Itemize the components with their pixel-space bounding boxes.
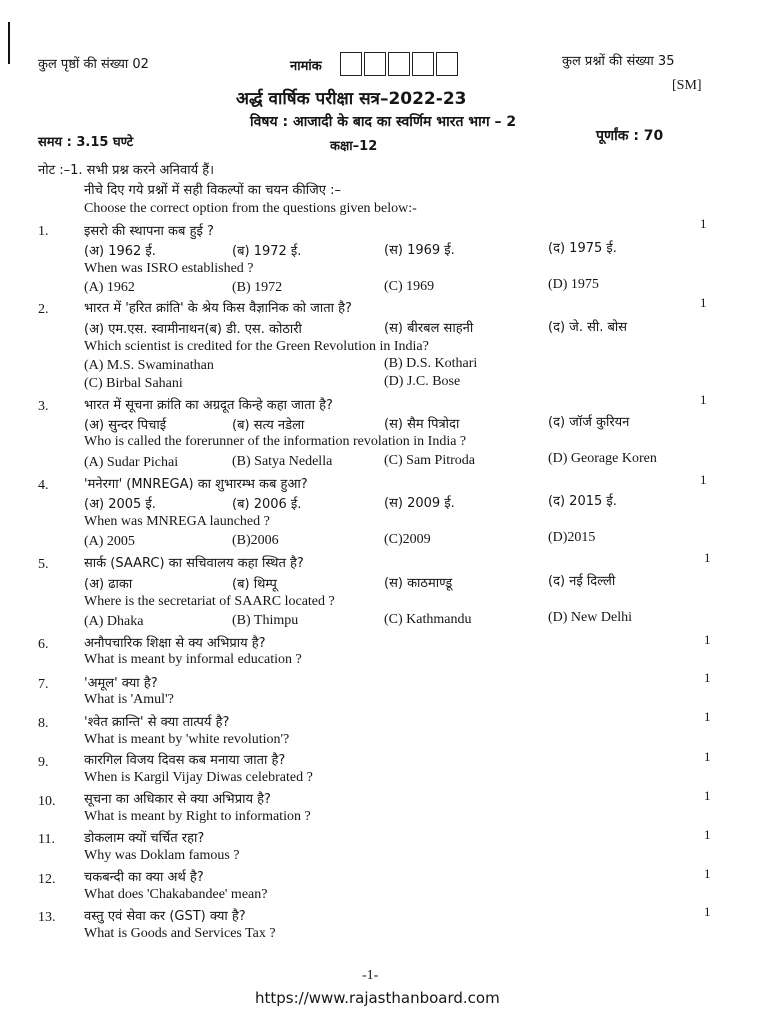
- option-english: (D) J.C. Bose: [384, 374, 461, 389]
- question-hindi: डोकलाम क्यों चर्चित रहा?: [84, 831, 205, 846]
- option-english: (A) 1962: [84, 280, 135, 295]
- roll-box[interactable]: [436, 52, 458, 76]
- question-number: 11.: [38, 832, 55, 847]
- question-english: Who is called the forerunner of the information revolation in India ?: [84, 434, 467, 449]
- question-english: What is meant by informal education ?: [84, 652, 302, 667]
- question-hindi: वस्तु एवं सेवा कर (GST) क्या है?: [84, 909, 246, 924]
- question-marks: 1: [704, 827, 711, 842]
- option-english: (A) M.S. Swaminathan: [84, 358, 214, 373]
- option-hindi: (द) 1975 ई.: [548, 241, 617, 256]
- question-hindi: 'मनेरगा' (MNREGA) का शुभारम्भ कब हुआ?: [84, 477, 308, 492]
- option-english: (B) 1972: [232, 280, 283, 295]
- question-english: What is 'Amul'?: [84, 692, 174, 707]
- option-english: (C) Birbal Sahani: [84, 376, 183, 391]
- question-english: When was MNREGA launched ?: [84, 514, 270, 529]
- question-marks: 1: [704, 788, 711, 803]
- option-english: (A) Sudar Pichai: [84, 455, 179, 470]
- option-english: (D) Georage Koren: [548, 451, 657, 466]
- subject: विषय : आजादी के बाद का स्वर्णिम भारत भाग – 2: [250, 114, 517, 130]
- question-hindi: चकबन्दी का क्या अर्थ है?: [84, 870, 204, 885]
- question-number: 12.: [38, 872, 56, 887]
- option-english: (B) Thimpu: [232, 613, 299, 628]
- roll-box[interactable]: [364, 52, 386, 76]
- question-hindi: भारत में 'हरित क्रांति' के श्रेय किस वैज्ञानिक को जाता है?: [84, 301, 352, 316]
- option-english: (C) Sam Pitroda: [384, 453, 475, 468]
- option-english: (A) 2005: [84, 534, 135, 549]
- question-number: 5.: [38, 557, 49, 572]
- option-hindi: (स) काठमाण्डू: [384, 576, 453, 591]
- question-number: 3.: [38, 399, 49, 414]
- option-hindi: (स) बीरबल साहनी: [384, 321, 474, 336]
- question-marks: 1: [704, 709, 711, 724]
- option-hindi: (द) जे. सी. बोस: [548, 320, 628, 335]
- option-english: (C) Kathmandu: [384, 612, 472, 627]
- option-hindi: (अ) 2005 ई.: [84, 497, 156, 512]
- option-english: (B) Satya Nedella: [232, 454, 333, 469]
- question-english: What is meant by Right to information ?: [84, 809, 311, 824]
- question-hindi: 'श्वेत क्रान्ति' से क्या तात्पर्य है?: [84, 715, 230, 730]
- question-number: 7.: [38, 677, 49, 692]
- option-hindi: (अ) एम.एस. स्वामीनाथन(ब) डी. एस. कोठारी: [84, 322, 302, 337]
- instruction-hindi: नीचे दिए गये प्रश्नों में सही विकल्पों का चयन कीजिए :–: [84, 183, 341, 198]
- question-marks: 1: [704, 550, 711, 565]
- exam-time: समय : 3.15 घण्टे: [38, 135, 134, 150]
- question-english: Which scientist is credited for the Green Revolution in India?: [84, 339, 429, 354]
- source-url[interactable]: https://www.rajasthanboard.com: [255, 989, 500, 1007]
- roll-label: नामांक: [290, 59, 322, 74]
- option-english: (C) 1969: [384, 279, 435, 294]
- exam-title: अर्द्ध वार्षिक परीक्षा सत्र–2022-23: [236, 89, 467, 109]
- question-hindi: 'अमूल' क्या है?: [84, 676, 158, 691]
- question-hindi: अनौपचारिक शिक्षा से क्य अभिप्राय है?: [84, 636, 266, 651]
- question-english: When is Kargil Vijay Diwas celebrated ?: [84, 770, 313, 785]
- option-hindi: (ब) 1972 ई.: [232, 244, 302, 259]
- question-marks: 1: [704, 866, 711, 881]
- question-marks: 1: [704, 904, 711, 919]
- page-number: -1-: [362, 968, 379, 983]
- question-hindi: इसरो की स्थापना कब हुई ?: [84, 224, 214, 239]
- question-number: 4.: [38, 478, 49, 493]
- total-pages: कुल पृष्ठों की संख्या 02: [38, 57, 149, 72]
- question-marks: 1: [704, 749, 711, 764]
- question-marks: 1: [700, 472, 707, 487]
- option-english: (D) New Delhi: [548, 610, 632, 625]
- full-marks: पूर्णांक : 70: [596, 128, 664, 144]
- question-english: Where is the secretariat of SAARC located ?: [84, 594, 335, 609]
- option-hindi: (स) सैम पित्रोदा: [384, 417, 460, 432]
- option-english: (A) Dhaka: [84, 614, 144, 629]
- question-marks: 1: [700, 216, 707, 231]
- option-hindi: (स) 2009 ई.: [384, 496, 455, 511]
- option-hindi: (ब) 2006 ई.: [232, 497, 302, 512]
- question-number: 9.: [38, 755, 49, 770]
- roll-box[interactable]: [340, 52, 362, 76]
- option-hindi: (ब) थिम्पू: [232, 577, 277, 592]
- roll-number-boxes[interactable]: [340, 52, 460, 76]
- question-number: 13.: [38, 910, 56, 925]
- question-marks: 1: [700, 295, 707, 310]
- question-english: When was ISRO established ?: [84, 261, 254, 276]
- question-hindi: भारत में सूचना क्रांति का अग्रदूत किन्हे कहा जाता है?: [84, 398, 333, 413]
- option-hindi: (द) जॉर्ज कुरियन: [548, 415, 630, 430]
- option-hindi: (स) 1969 ई.: [384, 243, 455, 258]
- question-english: What is meant by 'white revolution'?: [84, 732, 290, 747]
- option-english: (D)2015: [548, 530, 596, 545]
- question-number: 2.: [38, 302, 49, 317]
- question-hindi: सार्क (SAARC) का सचिवालय कहा स्थित है?: [84, 556, 304, 571]
- question-english: Why was Doklam famous ?: [84, 848, 240, 863]
- roll-box[interactable]: [412, 52, 434, 76]
- option-hindi: (अ) ढाका: [84, 577, 133, 592]
- paper-code: [SM]: [672, 78, 702, 93]
- question-marks: 1: [704, 632, 711, 647]
- option-hindi: (ब) सत्य नडेला: [232, 418, 305, 433]
- class: कक्षा–12: [330, 139, 378, 154]
- question-number: 8.: [38, 716, 49, 731]
- question-english: What is Goods and Services Tax ?: [84, 926, 276, 941]
- option-hindi: (अ) सुन्दर पिचाई: [84, 418, 167, 433]
- option-hindi: (अ) 1962 ई.: [84, 244, 156, 259]
- option-english: (D) 1975: [548, 277, 599, 292]
- option-hindi: (द) 2015 ई.: [548, 494, 617, 509]
- question-marks: 1: [704, 670, 711, 685]
- question-marks: 1: [700, 392, 707, 407]
- option-english: (B) D.S. Kothari: [384, 356, 478, 371]
- total-questions: कुल प्रश्नों की संख्या 35: [562, 54, 675, 69]
- question-english: What does 'Chakabandee' mean?: [84, 887, 268, 902]
- question-number: 6.: [38, 637, 49, 652]
- instruction-english: Choose the correct option from the questions given below:-: [84, 201, 417, 216]
- question-number: 10.: [38, 794, 56, 809]
- option-hindi: (द) नई दिल्ली: [548, 574, 616, 589]
- question-number: 1.: [38, 224, 49, 239]
- margin-mark: [8, 22, 10, 64]
- question-hindi: कारगिल विजय दिवस कब मनाया जाता है?: [84, 753, 286, 768]
- question-hindi: सूचना का अधिकार से क्या अभिप्राय है?: [84, 792, 271, 807]
- option-english: (B)2006: [232, 533, 279, 548]
- roll-box[interactable]: [388, 52, 410, 76]
- note-1: नोट :–1. सभी प्रश्न करने अनिवार्य हैं।: [38, 163, 215, 178]
- option-english: (C)2009: [384, 532, 431, 547]
